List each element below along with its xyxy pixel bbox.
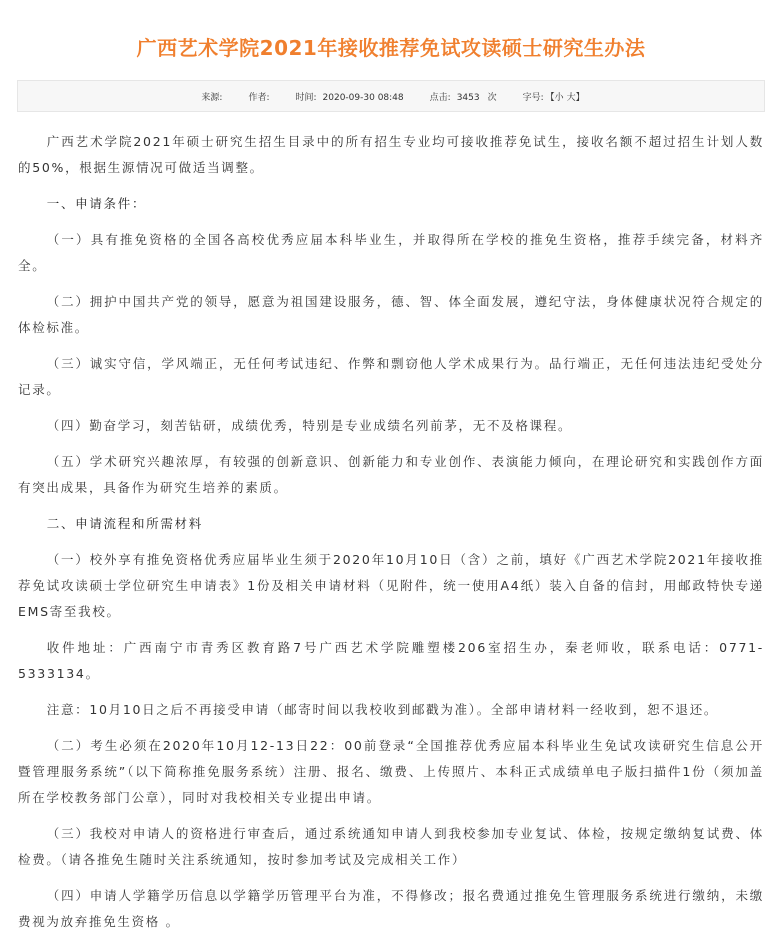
section-heading: 一、申请条件： (46, 196, 147, 211)
article-meta-bar (17, 80, 765, 112)
source-label: 来源: (201, 92, 223, 103)
paragraph: 注意：10月10日之后不再接受申请（邮寄时间以我校收到邮戳为准）。全部申请材料一经收到，恕不退还。 (46, 702, 719, 717)
paragraph: （二）拥护中国共产党的领导，愿意为祖国建设服务，德、智、体全面发展，遵纪守法，身体健康状况符合规定的体检标准。 (18, 294, 764, 335)
paragraph: 广西艺术学院2021年硕士研究生招生目录中的所有招生专业均可接收推荐免试生，接收名额不超过招生计划人数的50%，根据生源情况可做适当调整。 (18, 134, 764, 175)
font-small-link[interactable]: 小 (554, 92, 564, 103)
author-label: 作者: (248, 92, 270, 103)
font-size-control: 字号: 【小 大】 (522, 92, 585, 103)
clicks-unit: 次 (487, 92, 497, 103)
paragraph: （一）校外享有推免资格优秀应届毕业生须于2020年10月10日（含）之前，填好《广西艺术学院2021年接收推荐免试攻读硕士学位研究生申请表》1份及相关申请材料（见附件，统一使用A4纸）装入自备的信封，用邮政特快专递EMS寄至我校。 (18, 552, 764, 619)
paragraph: （一）具有推免资格的全国各高校优秀应届本科毕业生，并取得所在学校的推免生资格，推荐手续完备，材料齐全。 (18, 232, 764, 273)
font-size-label: 字号: (522, 92, 544, 103)
section-heading: 二、申请流程和所需材料 (46, 516, 203, 531)
article-body (0, 112, 782, 935)
paragraph: （三）诚实守信，学风端正，无任何考试违纪、作弊和剽窃他人学术成果行为。品行端正，无任何违法违纪受处分记录。 (18, 356, 764, 397)
clicks-value: 3453 (456, 92, 480, 103)
paragraph: （三）我校对申请人的资格进行审查后，通过系统通知申请人到我校参加专业复试、体检，按规定缴纳复试费、体检费。（请各推免生随时关注系统通知，按时参加考试及完成相关工作） (18, 826, 764, 867)
time-label: 时间: (295, 92, 317, 103)
paragraph: （四）申请人学籍学历信息以学籍学历管理平台为准，不得修改；报名费通过推免生管理服务系统进行缴纳，未缴费视为放弃推免生资格 。 (18, 888, 764, 929)
paragraph: （五）学术研究兴趣浓厚，有较强的创新意识、创新能力和专业创作、表演能力倾向，在理论研究和实践创作方面有突出成果，具备作为研究生培养的素质。 (18, 454, 764, 495)
paragraph: （二）考生必须在2020年10月12-13日22：00前登录“全国推荐优秀应届本科毕业生免试攻读研究生信息公开暨管理服务系统”（以下简称推免服务系统）注册、报名、缴费、上传照片、本科正式成绩单电子版扫描件1份（须加盖所在学校教务部门公章），同时对我校相关专业提出申请。 (18, 738, 764, 805)
time-value: 2020-09-30 08:48 (322, 92, 404, 103)
font-large-link[interactable]: 大 (566, 92, 576, 103)
article-title: 广西艺术学院2021年接收推荐免试攻读硕士研究生办法 (136, 36, 646, 60)
paragraph: （四）勤奋学习，刻苦钻研，成绩优秀，特别是专业成绩名列前茅，无不及格课程。 (46, 418, 573, 433)
clicks-label: 点击: (429, 92, 451, 103)
paragraph: 收件地址：广西南宁市青秀区教育路7号广西艺术学院雕塑楼206室招生办，秦老师收，联系电话：0771-5333134。 (18, 640, 764, 681)
